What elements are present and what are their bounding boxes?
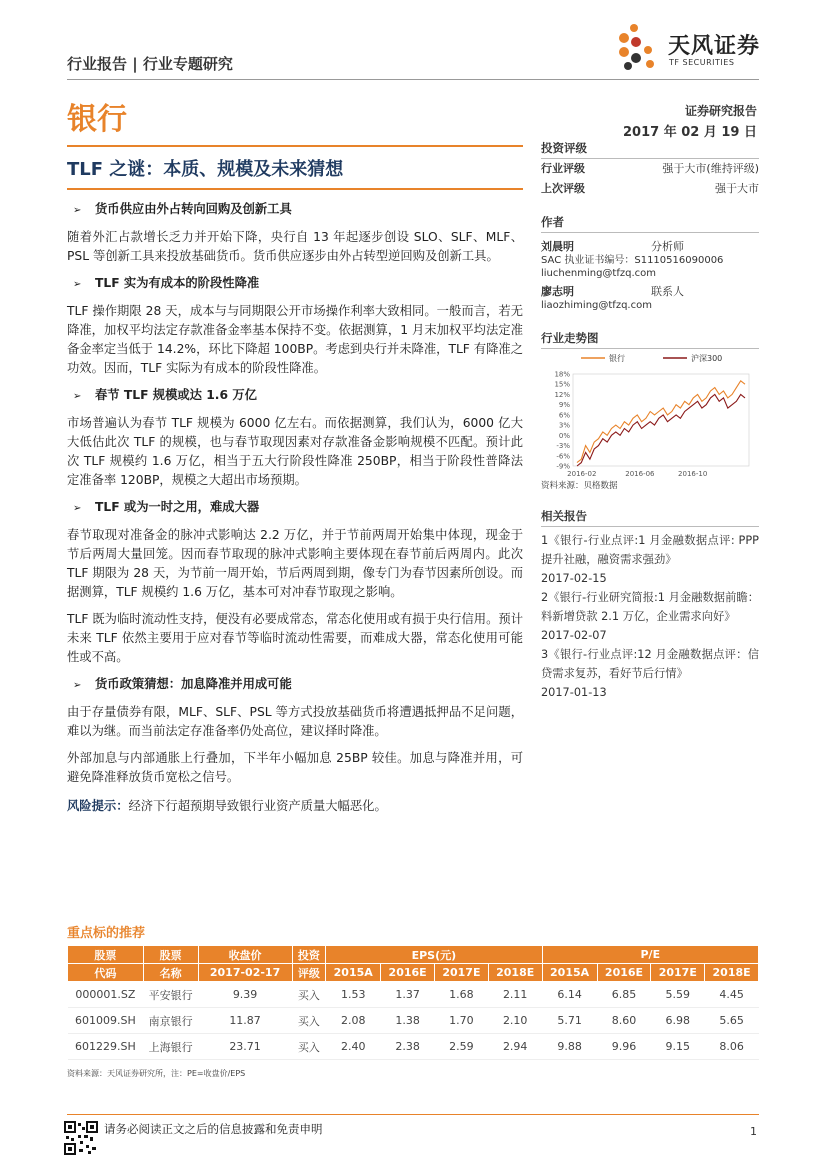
related-report-link[interactable]: 3《银行-行业点评:12 月金融数据点评：信贷需求复苏，看好节后行情》 [541, 648, 759, 680]
footer-divider [67, 1114, 759, 1115]
author-row [541, 284, 759, 299]
section-heading: TLF 实为有成本的阶段性降准 [95, 276, 260, 290]
report-type: 证券研究报告 [684, 104, 757, 118]
rating-row: 行业评级 强于大市(维持评级) [541, 162, 759, 175]
table-cell: 1.38 [381, 1008, 435, 1034]
section-heading: 货币政策猜想：加息降准并用成可能 [95, 677, 292, 691]
table-cell: 1.37 [381, 982, 435, 1008]
section-heading: 货币供应由外占转向回购及创新工具 [95, 202, 292, 216]
y-tick-label: -6% [556, 452, 570, 461]
table-cell: 601009.SH [68, 1008, 144, 1034]
table-source: 资料来源：天风证券研究所，注：PE=收盘价/EPS [67, 1069, 246, 1078]
related-report-date: 2017-01-13 [541, 686, 607, 699]
author-email: liuchenming@tfzq.com [541, 268, 656, 279]
table-cell: 6.98 [651, 1008, 705, 1034]
table-cell: 5.59 [651, 982, 705, 1008]
rating-panel [541, 140, 759, 199]
table-cell: 2.38 [381, 1034, 435, 1060]
table-cell: 买入 [292, 1034, 326, 1060]
x-tick-label: 2016-02 [567, 470, 597, 478]
author-role: 联系人 [651, 285, 684, 298]
risk-warning [67, 797, 523, 816]
series-line-bank [577, 381, 745, 463]
series-line-hs300 [577, 394, 745, 466]
related-report-link[interactable]: 2《银行-行业研究简报:1 月金融数据前瞻：料新增贷款 2.1 万亿，企业需求向好》 [541, 591, 759, 623]
y-tick-label: 12% [554, 390, 570, 399]
bullet-arrow-icon: ➢ [73, 503, 82, 514]
page-number: 1 [750, 1125, 757, 1138]
bullet-arrow-icon: ➢ [73, 680, 82, 691]
x-tick-label: 2016-10 [678, 470, 708, 478]
related-report-link[interactable]: 1《银行-行业点评:1 月金融数据点评: PPP 提升社融，融资需求强劲》 [541, 534, 759, 566]
table-cell: 1.70 [435, 1008, 489, 1034]
section-2 [67, 274, 523, 378]
table-cell: 2.94 [488, 1034, 542, 1060]
recommendation-table [67, 945, 759, 1060]
section-heading: TLF 或为一时之用，难成大器 [95, 500, 260, 514]
table-cell: 2.11 [488, 982, 542, 1008]
table-cell: 1.68 [435, 982, 489, 1008]
table-cell: 1.53 [326, 982, 381, 1008]
related-panel [541, 508, 759, 702]
author-name: 刘晨明 [541, 240, 574, 253]
table-row [68, 1034, 759, 1060]
author-name: 廖志明 [541, 285, 574, 298]
y-tick-label: 3% [558, 421, 570, 430]
y-tick-label: 9% [558, 401, 570, 410]
rating-title: 投资评级 [541, 140, 759, 159]
title-rule-top [67, 145, 523, 147]
qr-code-icon [64, 1121, 98, 1155]
author-panel [541, 214, 759, 312]
section-3 [67, 386, 523, 490]
table-cell: 6.85 [597, 982, 651, 1008]
title-rule-bottom [67, 188, 523, 190]
legend-label: 沪深300 [691, 354, 723, 363]
section-4 [67, 498, 523, 667]
table-cell: 5.65 [705, 1008, 759, 1034]
table-header-row: 代码 名称 2017-02-17 评级 2015A 2016E 2017E 2018E 2015A 2016E 2017E 2018E [68, 964, 759, 982]
rating-row: 上次评级 强于大市 [541, 182, 759, 195]
author-email: liaozhiming@tfzq.com [541, 300, 652, 311]
author-role: 分析师 [651, 240, 684, 253]
recommendation-table-block [67, 922, 759, 1079]
table-cell: 平安银行 [143, 982, 198, 1008]
y-tick-label: 18% [554, 370, 570, 379]
table-cell: 8.60 [597, 1008, 651, 1034]
section-paragraph: 市场普遍认为春节 TLF 规模为 6000 亿左右。而依据测算，我们认为，6000 亿大大低估此次 TLF 的规模，也与春节取现因素对存款准备金影响规模不匹配。预计此次 TLF 规模约 1.6 万亿，相当于五大行阶段性降准 250BP，相当于阶段性普降法定准备率 120BP，规模之大超出市场预期。 [67, 416, 523, 487]
legend-label: 银行 [609, 354, 625, 363]
related-report-date: 2017-02-07 [541, 629, 607, 642]
plot-frame [573, 374, 749, 466]
table-header-row: 股票 股票 收盘价 投资 EPS(元) P/E [68, 946, 759, 964]
table-cell: 601229.SH [68, 1034, 144, 1060]
x-tick-label: 2016-06 [625, 470, 655, 478]
table-cell: 11.87 [198, 1008, 292, 1034]
main-body [67, 200, 523, 816]
table-cell: 9.39 [198, 982, 292, 1008]
author-row [541, 239, 759, 254]
section-paragraph: TLF 既为临时流动性支持，便没有必要成常态，常态化使用或有损于央行信用。预计未来 TLF 依然主要用于应对春节等临时流动性需要，而难成大器，常态化使用可能性或不高。 [67, 612, 523, 664]
section-paragraph: 随着外汇占款增长乏力并开始下降，央行自 13 年起逐步创设 SLO、SLF、MLF、PSL 等创新工具来投放基础货币。货币供应逐步由外占转型逆回购及创新工具。 [67, 230, 523, 263]
bullet-arrow-icon: ➢ [73, 279, 82, 290]
trend-title: 行业走势图 [541, 330, 759, 349]
y-tick-label: -3% [556, 442, 570, 451]
report-date: 2017 年 02 月 19 日 [623, 125, 757, 140]
section-heading: 春节 TLF 规模或达 1.6 万亿 [95, 388, 257, 402]
table-cell: 9.88 [542, 1034, 597, 1060]
risk-label: 风险提示： [67, 799, 129, 813]
bullet-arrow-icon: ➢ [73, 391, 82, 402]
y-tick-label: 6% [558, 411, 570, 420]
table-cell: 8.06 [705, 1034, 759, 1060]
section-paragraph: TLF 操作期限 28 天，成本与与同期限公开市场操作利率大致相同。一般而言，若无降准，加权平均法定存款准备金率基本保持不变。依据测算，1 月末加权平均法定准备金率定当低于 14.2%，环比下降超 100BP。考虑到央行并未降准，TLF 有降准之功效。因而，TLF 实际为有成本的阶段性降准。 [67, 304, 523, 375]
y-tick-label: -9% [556, 462, 570, 471]
table-cell: 4.45 [705, 982, 759, 1008]
table-cell: 5.71 [542, 1008, 597, 1034]
y-tick-label: 0% [558, 431, 570, 440]
section-paragraph: 外部加息与内部通胀上行叠加，下半年小幅加息 25BP 较佳。加息与降准并用，可避免降准释放货币宽松之信号。 [67, 751, 523, 784]
y-tick-label: 15% [554, 380, 570, 389]
header-divider [67, 79, 759, 80]
table-cell: 6.14 [542, 982, 597, 1008]
related-title: 相关报告 [541, 508, 759, 527]
bullet-arrow-icon: ➢ [73, 205, 82, 216]
table-cell: 2.10 [488, 1008, 542, 1034]
section-5 [67, 675, 523, 787]
disclaimer-notice: 请务必阅读正文之后的信息披露和免责申明 [104, 1122, 323, 1136]
table-cell: 2.40 [326, 1034, 381, 1060]
report-title: TLF 之谜：本质、规模及未来猜想 [67, 159, 344, 180]
table-row [68, 1008, 759, 1034]
author-title: 作者 [541, 214, 759, 233]
section-1 [67, 200, 523, 266]
table-cell: 9.15 [651, 1034, 705, 1060]
chart-source: 资料来源：贝格数据 [541, 481, 618, 491]
table-title: 重点标的推荐 [67, 926, 146, 941]
logo-text-en: TF SECURITIES [669, 58, 735, 67]
table-row [68, 982, 759, 1008]
related-report-date: 2017-02-15 [541, 572, 607, 585]
logo-text-cn: 天风证券 [668, 34, 761, 59]
sector-title: 银行 [67, 102, 127, 137]
table-cell: 买入 [292, 982, 326, 1008]
table-cell: 000001.SZ [68, 982, 144, 1008]
table-cell: 南京银行 [143, 1008, 198, 1034]
report-category: 行业报告 | 行业专题研究 [67, 55, 233, 73]
table-cell: 上海银行 [143, 1034, 198, 1060]
industry-trend-chart [541, 348, 759, 488]
table-cell: 买入 [292, 1008, 326, 1034]
table-cell: 2.08 [326, 1008, 381, 1034]
section-paragraph: 春节取现对准备金的脉冲式影响达 2.2 万亿，并于节前两周开始集中体现，现金于节后两周大量回笼。因而春节取现的脉冲式影响主要体现在春节前后两周内。此次 TLF 期限为 28 天，为节前一周开始，节后两周到期，像专门为春节因素所创设。而据测算，TLF 规模约 1.6 万亿，基本可对冲春节取现之影响。 [67, 528, 523, 599]
table-cell: 9.96 [597, 1034, 651, 1060]
author-cert: SAC 执业证书编号：S1110516090006 [541, 255, 724, 266]
table-cell: 2.59 [435, 1034, 489, 1060]
trend-title-wrap [541, 330, 759, 349]
table-cell: 23.71 [198, 1034, 292, 1060]
risk-text: 经济下行超预期导致银行业资产质量大幅恶化。 [128, 799, 387, 813]
section-paragraph: 由于存量债券有限，MLF、SLF、PSL 等方式投放基础货币将遭遇抵押品不足问题，难以为继。而当前法定存准备率仍处高位，建议择时降准。 [67, 705, 523, 738]
